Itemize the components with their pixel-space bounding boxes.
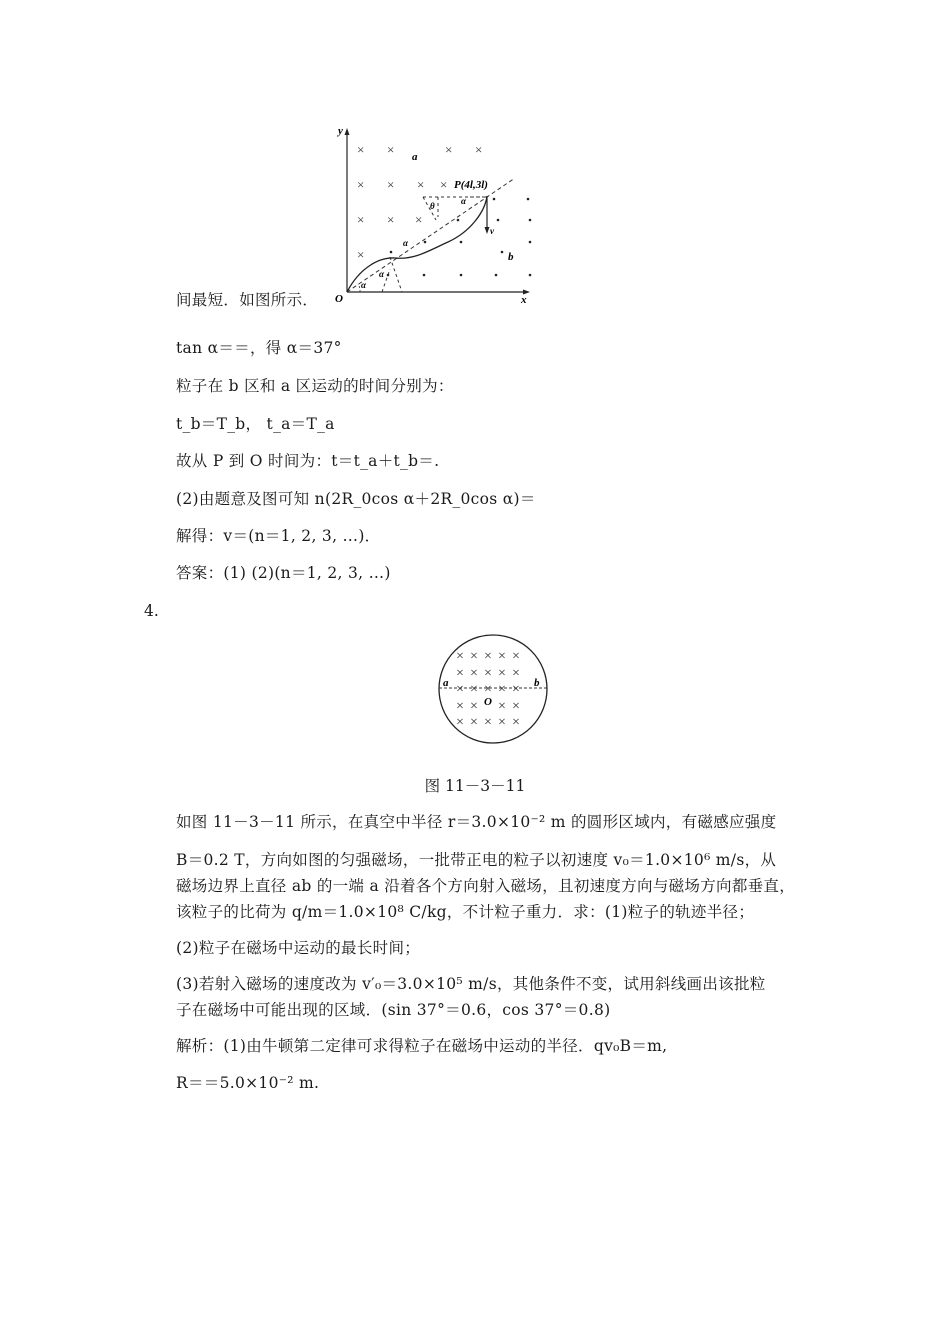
field-out-of-page-marks [387, 198, 532, 277]
svg-text:×: × [357, 247, 365, 262]
svg-text:×: × [456, 699, 464, 714]
svg-text:×: × [498, 699, 506, 714]
field-diagram-2 [436, 632, 550, 746]
svg-text:×: × [484, 649, 492, 664]
velocity-label: v [490, 226, 494, 236]
x-axis-label: x [521, 294, 527, 306]
svg-text:×: × [498, 649, 506, 664]
solution-text: R＝＝5.0×10⁻² m. [176, 1074, 320, 1092]
svg-text:×: × [498, 666, 506, 681]
svg-text:×: × [357, 142, 365, 157]
svg-text:×: × [498, 715, 506, 730]
text-line: (2)由题意及图可知 n(2R_0cos α＋2R_0cos α)＝ [176, 490, 536, 508]
svg-text:×: × [498, 682, 506, 697]
svg-text:×: × [357, 177, 365, 192]
alpha-label: α [361, 280, 366, 290]
text-line: 解得：v＝(n＝1, 2, 3, …)． [176, 527, 381, 545]
svg-text:×: × [484, 715, 492, 730]
origin-label: O [335, 293, 343, 305]
problem-text: 该粒子的比荷为 q/m＝1.0×10⁸ C/kg，不计粒子重力．求：(1)粒子的轨迹半径； [176, 903, 755, 921]
point-a-label: a [443, 677, 449, 689]
alpha-label: α [461, 196, 466, 206]
region-a-label: a [412, 151, 418, 163]
svg-text:×: × [387, 177, 395, 192]
svg-text:×: × [415, 212, 423, 227]
svg-text:×: × [417, 177, 425, 192]
problem-text: B＝0.2 T，方向如图的匀强磁场，一批带正电的粒子以初速度 v₀＝1.0×10⁶ m/s，从 [176, 851, 777, 869]
svg-text:×: × [484, 666, 492, 681]
problem-text: 子在磁场中可能出现的区域．(sin 37°＝0.6，cos 37°＝0.8) [176, 1001, 611, 1019]
svg-text:×: × [456, 715, 464, 730]
svg-text:×: × [484, 682, 492, 697]
text-line: 故从 P 到 O 时间为：t＝t_a＋t_b＝. [176, 452, 440, 470]
text-line: t_b＝T_b， t_a＝T_a [176, 415, 335, 433]
svg-text:×: × [456, 649, 464, 664]
svg-text:×: × [470, 699, 478, 714]
svg-text:×: × [387, 142, 395, 157]
svg-text:×: × [440, 177, 448, 192]
point-p-label: P(4l,3l) [454, 179, 488, 191]
text-line: 粒子在 b 区和 a 区运动的时间分别为： [176, 377, 454, 395]
point-b-label: b [534, 677, 540, 689]
svg-text:×: × [456, 682, 464, 697]
text-line: 间最短．如图所示． [176, 291, 319, 309]
svg-text:×: × [512, 699, 520, 714]
problem-text: 磁场边界上直径 ab 的一端 a 沿着各个方向射入磁场，且初速度方向与磁场方向都垂直， [176, 877, 796, 895]
alpha-label: α [379, 269, 384, 279]
svg-text:×: × [512, 649, 520, 664]
svg-text:×: × [387, 212, 395, 227]
problem-text: (2)粒子在磁场中运动的最长时间； [176, 939, 421, 957]
y-axis-label: y [338, 125, 343, 137]
svg-text:×: × [456, 666, 464, 681]
problem-text: (3)若射入磁场的速度改为 v′₀＝3.0×10⁵ m/s，其他条件不变，试用斜线画出该批粒 [176, 975, 766, 993]
theta-label: θ [430, 201, 435, 211]
svg-text:×: × [470, 715, 478, 730]
svg-text:×: × [475, 142, 483, 157]
center-o-label: O [484, 696, 492, 708]
svg-text:×: × [470, 682, 478, 697]
svg-text:×: × [512, 715, 520, 730]
svg-text:×: × [357, 212, 365, 227]
region-b-label: b [508, 251, 514, 263]
alpha-label: α [403, 238, 408, 248]
question-number: 4. [144, 602, 159, 620]
svg-text:×: × [470, 666, 478, 681]
svg-text:×: × [470, 649, 478, 664]
solution-text: 解析：(1)由牛顿第二定律可求得粒子在磁场中运动的半径．qv₀B＝m, [176, 1037, 668, 1055]
svg-text:×: × [512, 666, 520, 681]
field-crosses [456, 649, 520, 730]
field-diagram-1 [330, 122, 540, 307]
svg-text:×: × [512, 682, 520, 697]
figure-caption: 图 11－3－11 [424, 777, 526, 795]
text-line: tan α＝＝，得 α＝37° [176, 339, 342, 357]
problem-text: 如图 11－3－11 所示，在真空中半径 r＝3.0×10⁻² m 的圆形区域内，有磁感应强度 [176, 813, 777, 831]
text-line: 答案：(1) (2)(n＝1, 2, 3, …) [176, 564, 391, 582]
svg-text:×: × [445, 142, 453, 157]
